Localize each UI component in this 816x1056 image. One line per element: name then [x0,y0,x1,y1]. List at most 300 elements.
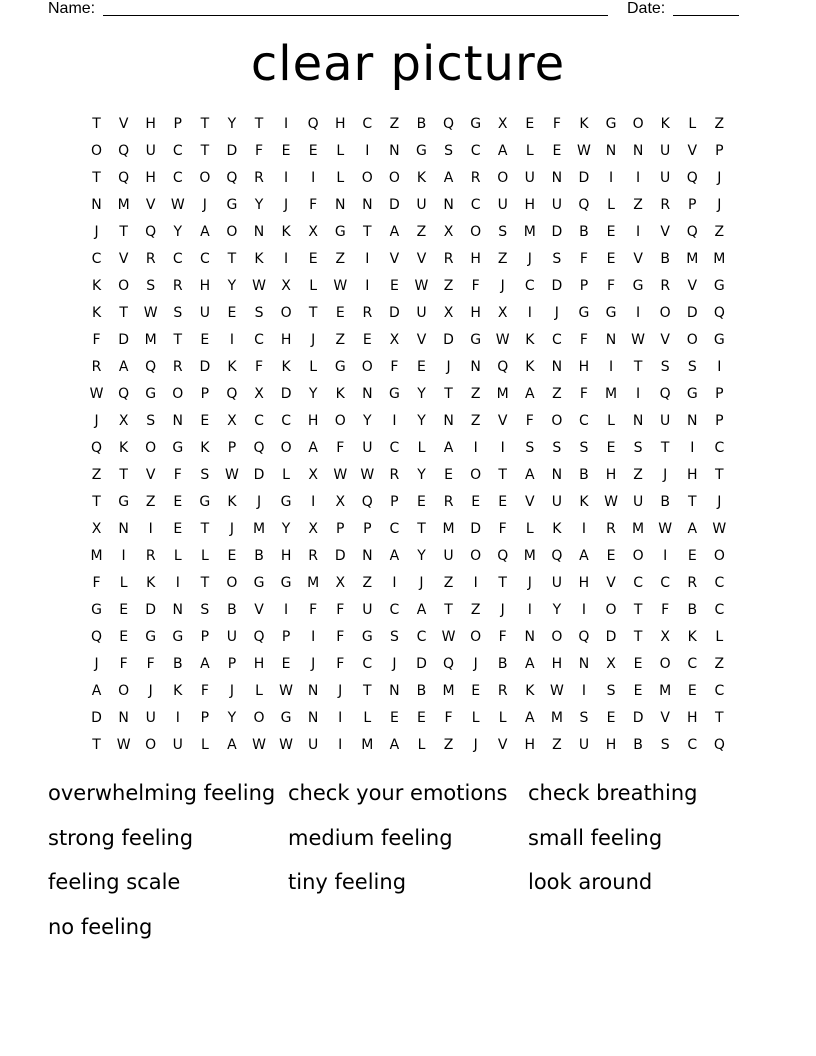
grid-letter[interactable]: I [311,494,316,510]
grid-letter[interactable]: S [444,143,453,159]
grid-letter[interactable]: Y [281,521,291,537]
grid-letter[interactable]: E [498,494,508,510]
grid-letter[interactable]: R [606,521,616,537]
grid-letter[interactable]: S [579,440,589,456]
grid-letter[interactable]: F [471,278,480,294]
grid-letter[interactable]: M [90,548,103,564]
grid-letter[interactable]: W [279,737,293,753]
grid-letter[interactable]: E [200,332,210,348]
grid-letter[interactable]: N [389,683,400,699]
grid-letter[interactable]: W [252,737,266,753]
grid-letter[interactable]: N [443,197,454,213]
grid-letter[interactable]: A [443,440,454,456]
grid-letter[interactable]: A [200,224,210,240]
grid-letter[interactable]: G [605,305,617,321]
grid-letter[interactable]: U [578,737,590,753]
grid-letter[interactable]: P [227,440,237,456]
grid-letter[interactable]: M [523,548,536,564]
grid-letter[interactable]: A [416,602,427,618]
grid-letter[interactable]: G [280,575,292,591]
grid-letter[interactable]: E [335,305,345,321]
grid-letter[interactable]: Z [335,332,346,348]
grid-letter[interactable]: C [633,575,643,591]
grid-letter[interactable]: B [254,548,264,564]
grid-letter[interactable]: K [579,116,589,132]
grid-letter[interactable]: N [362,197,373,213]
grid-letter[interactable]: V [687,278,698,294]
grid-letter[interactable]: S [660,737,670,753]
grid-letter[interactable]: B [227,602,237,618]
grid-letter[interactable]: X [335,575,346,591]
grid-letter[interactable]: E [444,467,453,483]
grid-letter[interactable]: T [498,467,507,483]
grid-letter[interactable]: S [200,467,210,483]
grid-letter[interactable]: I [311,170,316,186]
grid-letter[interactable]: K [119,440,129,456]
grid-letter[interactable]: G [470,116,482,132]
grid-letter[interactable]: I [500,440,505,456]
grid-letter[interactable]: K [660,116,670,132]
grid-letter[interactable]: F [200,683,209,699]
grid-letter[interactable]: A [389,737,400,753]
grid-letter[interactable]: I [581,602,587,618]
grid-letter[interactable]: S [254,305,264,321]
grid-letter[interactable]: F [146,656,155,672]
grid-letter[interactable]: Z [470,602,481,618]
grid-letter[interactable]: P [227,656,237,672]
date-blank-line[interactable] [673,15,739,16]
grid-letter[interactable]: I [636,224,641,240]
grid-letter[interactable]: T [92,116,101,132]
grid-letter[interactable]: V [497,737,508,753]
grid-letter[interactable]: A [308,440,318,456]
grid-letter[interactable]: Y [173,224,183,240]
grid-letter[interactable]: J [311,332,316,348]
grid-letter[interactable]: W [631,332,646,348]
grid-letter[interactable]: D [145,602,157,618]
grid-letter[interactable]: W [89,386,104,402]
grid-letter[interactable]: J [229,521,234,537]
grid-letter[interactable]: N [443,413,454,429]
grid-letter[interactable]: N [362,548,373,564]
grid-letter[interactable]: O [172,386,184,402]
grid-letter[interactable]: I [473,440,478,456]
grid-letter[interactable]: E [227,305,237,321]
grid-letter[interactable]: K [173,683,183,699]
grid-letter[interactable]: V [416,251,427,267]
grid-letter[interactable]: X [118,413,129,429]
grid-letter[interactable]: T [444,386,453,402]
grid-letter[interactable]: Q [686,224,698,240]
grid-letter[interactable]: Y [227,278,237,294]
grid-letter[interactable]: S [552,251,562,267]
grid-letter[interactable]: F [92,575,101,591]
grid-letter[interactable]: I [636,305,641,321]
grid-letter[interactable]: R [497,683,508,699]
grid-letter[interactable]: K [91,278,102,294]
grid-letter[interactable]: D [389,305,400,321]
grid-letter[interactable]: R [470,170,481,186]
grid-letter[interactable]: M [307,575,320,591]
grid-letter[interactable]: W [116,737,131,753]
grid-letter[interactable]: J [284,197,289,213]
grid-letter[interactable]: E [471,494,481,510]
grid-letter[interactable]: I [581,521,587,537]
grid-letter[interactable]: H [551,656,563,672]
grid-letter[interactable]: J [392,656,397,672]
grid-letter[interactable]: O [470,224,482,240]
grid-letter[interactable]: E [687,683,697,699]
grid-letter[interactable]: F [579,386,588,402]
grid-letter[interactable]: W [225,467,239,483]
grid-letter[interactable]: U [145,143,156,159]
grid-letter[interactable]: L [607,413,615,429]
grid-letter[interactable]: V [660,332,670,348]
grid-letter[interactable]: O [145,737,157,753]
grid-letter[interactable]: V [633,251,643,267]
grid-letter[interactable]: I [365,278,370,294]
grid-letter[interactable]: S [606,683,616,699]
grid-letter[interactable]: I [527,602,532,618]
grid-letter[interactable]: H [199,278,211,294]
grid-letter[interactable]: N [172,413,184,429]
grid-letter[interactable]: I [717,359,722,375]
grid-letter[interactable]: J [554,305,559,321]
grid-letter[interactable]: D [605,629,617,645]
grid-letter[interactable]: U [443,548,454,564]
grid-letter[interactable]: E [281,143,291,159]
grid-letter[interactable]: O [497,170,509,186]
grid-letter[interactable]: O [632,116,644,132]
grid-letter[interactable]: W [658,521,673,537]
grid-letter[interactable]: H [253,656,265,672]
grid-letter[interactable]: Y [227,710,237,726]
grid-letter[interactable]: Q [91,440,103,456]
grid-letter[interactable]: I [229,332,234,348]
grid-letter[interactable]: P [200,629,210,645]
grid-letter[interactable]: I [663,548,668,564]
grid-letter[interactable]: Q [578,629,590,645]
grid-letter[interactable]: O [226,224,238,240]
grid-letter[interactable]: H [524,197,536,213]
grid-letter[interactable]: R [443,251,454,267]
grid-letter[interactable]: P [390,494,399,510]
grid-letter[interactable]: B [660,251,670,267]
grid-letter[interactable]: Q [497,548,509,564]
grid-letter[interactable]: E [389,710,399,726]
grid-letter[interactable]: H [578,575,590,591]
grid-letter[interactable]: O [632,548,644,564]
grid-letter[interactable]: T [308,305,318,321]
grid-letter[interactable]: L [525,521,534,537]
grid-letter[interactable]: Y [227,116,237,132]
grid-letter[interactable]: J [663,467,668,483]
grid-letter[interactable]: Q [578,197,590,213]
grid-letter[interactable]: Q [443,116,455,132]
grid-letter[interactable]: J [500,602,505,618]
grid-letter[interactable]: O [118,278,130,294]
grid-letter[interactable]: X [389,332,400,348]
grid-letter[interactable]: S [687,359,697,375]
grid-letter[interactable]: I [311,629,316,645]
grid-letter[interactable]: T [119,305,128,321]
grid-letter[interactable]: G [199,494,211,510]
grid-letter[interactable]: F [525,413,534,429]
grid-letter[interactable]: M [442,521,455,537]
grid-letter[interactable]: C [281,413,291,429]
grid-letter[interactable]: Q [118,170,130,186]
grid-letter[interactable]: N [687,413,698,429]
grid-letter[interactable]: E [119,602,129,618]
grid-letter[interactable]: V [660,710,670,726]
grid-letter[interactable]: R [145,548,156,564]
grid-letter[interactable]: T [687,494,697,510]
grid-letter[interactable]: G [172,440,184,456]
grid-letter[interactable]: N [551,359,563,375]
grid-letter[interactable]: D [91,710,102,726]
grid-letter[interactable]: Q [118,143,130,159]
grid-letter[interactable]: I [365,251,370,267]
grid-letter[interactable]: V [606,575,616,591]
grid-letter[interactable]: E [173,521,183,537]
grid-letter[interactable]: M [713,251,726,267]
grid-letter[interactable]: M [442,683,455,699]
grid-letter[interactable]: O [470,467,482,483]
grid-letter[interactable]: F [579,332,588,348]
grid-letter[interactable]: I [148,521,153,537]
grid-letter[interactable]: G [605,116,617,132]
grid-letter[interactable]: O [686,332,698,348]
grid-letter[interactable]: F [92,332,101,348]
grid-letter[interactable]: E [606,548,616,564]
grid-letter[interactable]: X [308,521,318,537]
grid-letter[interactable]: F [444,710,453,726]
grid-letter[interactable]: H [686,467,698,483]
grid-letter[interactable]: Q [226,386,238,402]
grid-letter[interactable]: N [524,629,536,645]
grid-letter[interactable]: W [549,683,564,699]
grid-letter[interactable]: X [281,278,291,294]
grid-letter[interactable]: I [175,575,180,591]
grid-letter[interactable]: G [388,386,400,402]
grid-letter[interactable]: C [389,440,400,456]
grid-letter[interactable]: C [470,143,481,159]
grid-letter[interactable]: I [121,548,126,564]
grid-letter[interactable]: Z [389,116,400,132]
grid-letter[interactable]: T [200,116,210,132]
grid-letter[interactable]: Q [497,359,509,375]
grid-letter[interactable]: H [145,170,156,186]
grid-letter[interactable]: X [335,494,346,510]
grid-letter[interactable]: N [605,332,617,348]
grid-letter[interactable]: V [389,251,400,267]
grid-letter[interactable]: V [118,251,129,267]
grid-letter[interactable]: E [173,494,183,510]
grid-letter[interactable]: Z [145,494,156,510]
grid-letter[interactable]: M [659,683,672,699]
grid-letter[interactable]: F [336,656,345,672]
grid-letter[interactable]: C [172,251,183,267]
grid-letter[interactable]: K [687,629,697,645]
grid-letter[interactable]: K [525,683,535,699]
grid-letter[interactable]: E [633,683,643,699]
grid-letter[interactable]: B [633,737,643,753]
grid-letter[interactable]: S [525,440,535,456]
grid-letter[interactable]: U [632,494,644,510]
grid-letter[interactable]: R [145,251,156,267]
grid-letter[interactable]: I [284,602,289,618]
grid-letter[interactable]: Q [145,224,157,240]
grid-letter[interactable]: C [389,602,400,618]
grid-letter[interactable]: J [338,683,343,699]
grid-letter[interactable]: W [252,278,266,294]
grid-letter[interactable]: C [91,251,102,267]
grid-letter[interactable]: H [686,710,698,726]
grid-letter[interactable]: H [470,305,481,321]
grid-letter[interactable]: J [202,197,207,213]
grid-letter[interactable]: D [389,197,400,213]
grid-letter[interactable]: X [91,521,102,537]
grid-letter[interactable]: F [661,602,670,618]
grid-letter[interactable]: I [284,116,289,132]
grid-letter[interactable]: J [94,656,99,672]
grid-letter[interactable]: I [392,575,397,591]
grid-letter[interactable]: C [470,197,481,213]
grid-letter[interactable]: A [389,224,400,240]
grid-letter[interactable]: J [148,683,153,699]
grid-letter[interactable]: R [443,494,454,510]
grid-letter[interactable]: R [362,305,373,321]
grid-letter[interactable]: R [660,278,671,294]
grid-letter[interactable]: S [633,440,643,456]
grid-letter[interactable]: L [119,575,128,591]
grid-letter[interactable]: Y [417,548,426,564]
grid-letter[interactable]: L [363,710,372,726]
grid-letter[interactable]: S [146,278,156,294]
grid-letter[interactable]: Y [417,413,426,429]
grid-letter[interactable]: N [632,413,644,429]
grid-letter[interactable]: A [497,143,508,159]
grid-letter[interactable]: T [633,359,643,375]
grid-letter[interactable]: R [254,170,264,186]
grid-letter[interactable]: F [498,629,507,645]
grid-letter[interactable]: H [578,359,590,375]
grid-letter[interactable]: I [175,710,180,726]
grid-letter[interactable]: O [713,548,725,564]
grid-letter[interactable]: H [307,413,319,429]
grid-letter[interactable]: J [94,413,99,429]
grid-letter[interactable]: T [92,170,101,186]
grid-letter[interactable]: U [226,629,238,645]
grid-letter[interactable]: E [389,278,399,294]
grid-letter[interactable]: V [118,116,129,132]
grid-letter[interactable]: V [660,224,670,240]
grid-letter[interactable]: Q [659,386,671,402]
grid-letter[interactable]: P [336,521,345,537]
grid-letter[interactable]: R [389,467,400,483]
grid-letter[interactable]: W [712,521,727,537]
grid-letter[interactable]: U [145,710,156,726]
grid-letter[interactable]: B [497,656,508,672]
grid-letter[interactable]: C [254,332,264,348]
grid-letter[interactable]: I [365,143,370,159]
grid-letter[interactable]: D [416,656,427,672]
grid-letter[interactable]: M [632,521,645,537]
grid-letter[interactable]: Q [253,629,265,645]
grid-letter[interactable]: T [715,710,724,726]
grid-letter[interactable]: S [579,710,589,726]
grid-letter[interactable]: Y [552,602,562,618]
grid-letter[interactable]: D [334,548,346,564]
grid-letter[interactable]: N [470,359,481,375]
grid-letter[interactable]: C [524,278,535,294]
grid-letter[interactable]: X [497,305,508,321]
grid-letter[interactable]: G [118,494,130,510]
grid-letter[interactable]: P [715,143,724,159]
grid-letter[interactable]: J [717,494,722,510]
grid-letter[interactable]: F [390,359,399,375]
grid-letter[interactable]: X [254,386,264,402]
grid-letter[interactable]: H [280,332,292,348]
grid-letter[interactable]: T [200,521,210,537]
grid-letter[interactable]: A [525,710,535,726]
grid-letter[interactable]: T [92,494,101,510]
grid-letter[interactable]: S [173,305,183,321]
grid-letter[interactable]: A [579,548,589,564]
grid-letter[interactable]: G [334,224,346,240]
grid-letter[interactable]: O [361,170,373,186]
grid-letter[interactable]: W [577,143,591,159]
grid-letter[interactable]: N [118,710,129,726]
grid-letter[interactable]: U [497,197,508,213]
grid-letter[interactable]: H [145,116,156,132]
grid-letter[interactable]: C [416,629,427,645]
grid-letter[interactable]: B [172,656,183,672]
grid-letter[interactable]: K [552,521,562,537]
grid-letter[interactable]: G [334,359,346,375]
grid-letter[interactable]: K [525,359,535,375]
grid-letter[interactable]: I [581,683,587,699]
grid-letter[interactable]: C [172,143,183,159]
grid-letter[interactable]: P [715,413,724,429]
grid-letter[interactable]: O [361,359,373,375]
grid-letter[interactable]: P [200,710,210,726]
grid-letter[interactable]: B [579,467,589,483]
grid-letter[interactable]: T [363,224,372,240]
grid-letter[interactable]: Q [361,494,373,510]
grid-letter[interactable]: L [417,737,426,753]
grid-letter[interactable]: U [308,737,319,753]
grid-letter[interactable]: O [470,548,482,564]
grid-letter[interactable]: T [363,683,372,699]
grid-letter[interactable]: L [417,440,426,456]
grid-letter[interactable]: K [254,251,264,267]
grid-letter[interactable]: C [362,656,373,672]
grid-letter[interactable]: T [200,575,210,591]
grid-letter[interactable]: T [633,629,643,645]
grid-letter[interactable]: R [91,359,102,375]
grid-letter[interactable]: T [227,251,237,267]
grid-letter[interactable]: K [200,440,210,456]
grid-letter[interactable]: N [172,602,184,618]
grid-letter[interactable]: H [605,467,617,483]
grid-letter[interactable]: J [500,278,505,294]
grid-letter[interactable]: P [281,629,291,645]
grid-letter[interactable]: C [389,521,400,537]
grid-letter[interactable]: G [91,602,102,618]
grid-letter[interactable]: T [119,467,128,483]
grid-letter[interactable]: X [443,224,454,240]
